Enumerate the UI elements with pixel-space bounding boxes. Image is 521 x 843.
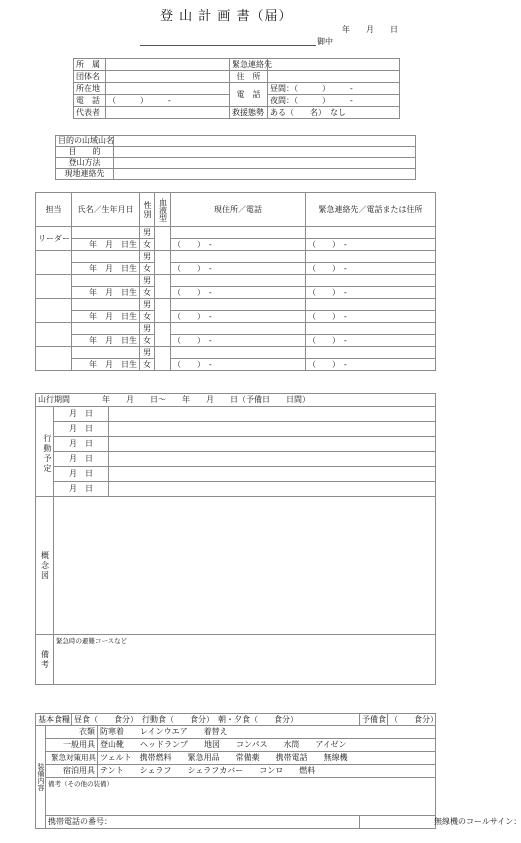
emergency-phone-field[interactable]: （ ） -	[306, 335, 436, 347]
emergency-field[interactable]	[306, 347, 436, 359]
dob-field[interactable]: 年 月 日生	[72, 359, 140, 371]
equip-row-label: 衣類	[46, 726, 98, 739]
role-cell[interactable]	[36, 275, 72, 299]
schedule-detail[interactable]	[109, 452, 436, 467]
emergency-phone-field[interactable]: （ ） -	[306, 311, 436, 323]
sex-male[interactable]: 男	[140, 275, 155, 287]
schedule-detail[interactable]	[109, 482, 436, 497]
schedule-day[interactable]: 月 日	[54, 452, 109, 467]
schedule-day[interactable]: 月 日	[54, 407, 109, 422]
food-label: 基本食糧	[36, 714, 72, 726]
dob-field[interactable]: 年 月 日生	[72, 239, 140, 251]
phone-number-field[interactable]	[46, 816, 360, 829]
phone-field[interactable]: （ ） -	[171, 287, 306, 299]
kinkyu-label: 緊急連絡先	[230, 59, 268, 71]
header-blood: 血液型	[155, 193, 171, 227]
other-equipment-area[interactable]	[46, 778, 436, 816]
sex-male[interactable]: 男	[140, 227, 155, 239]
shozaichi-field[interactable]	[106, 83, 230, 95]
mokuteki-label: 目 的	[56, 147, 114, 158]
blood-field[interactable]	[155, 323, 171, 347]
other-equipment-label: 備考（その他の装備）	[48, 780, 113, 788]
schedule-detail[interactable]	[109, 437, 436, 452]
food-line[interactable]: 昼食（ 食分） 行動食（ 食分） 朝・夕食（ 食分）	[72, 714, 360, 726]
reserve-field[interactable]: （ 食分）	[388, 714, 436, 726]
dantai-field[interactable]	[106, 71, 230, 83]
header-emergency: 緊急連絡先／電話または住所	[306, 193, 436, 227]
header-role: 担当	[36, 193, 72, 227]
mokuteki-field[interactable]	[114, 147, 416, 158]
contact-field[interactable]	[114, 169, 416, 180]
phone-field[interactable]: （ ） -	[171, 239, 306, 251]
schedule-detail[interactable]	[109, 467, 436, 482]
method-field[interactable]	[114, 158, 416, 169]
equip-row-items[interactable]: テント シェラフ シェラフカバー コンロ 燃料	[98, 765, 436, 778]
dob-field[interactable]: 年 月 日生	[72, 335, 140, 347]
shozoku-label: 所 属	[74, 59, 106, 71]
address-field[interactable]	[171, 347, 306, 359]
sex-female[interactable]: 女	[140, 335, 155, 347]
mountain-label: 目的の山域山名	[56, 136, 114, 147]
blood-field[interactable]	[155, 299, 171, 323]
header-sex: 性別	[140, 193, 155, 227]
name-field[interactable]	[72, 251, 140, 263]
emergency-phone-field[interactable]: （ ） -	[306, 287, 436, 299]
daihyo-label: 代表者	[74, 107, 106, 119]
denwa-field[interactable]: （ ） -	[106, 95, 230, 107]
blood-field[interactable]	[155, 347, 171, 371]
schedule-day[interactable]: 月 日	[54, 482, 109, 497]
phone-field[interactable]: （ ） -	[171, 263, 306, 275]
schedule-section-label: 行動予定	[36, 407, 54, 497]
kinkyu-field[interactable]	[268, 59, 400, 71]
equip-row-label: 一般用具	[46, 739, 98, 752]
emergency-field[interactable]	[306, 227, 436, 239]
purpose-table	[55, 135, 416, 180]
members-table	[35, 192, 436, 371]
equipment-table	[35, 713, 521, 829]
jusho-field[interactable]	[268, 71, 400, 83]
name-field[interactable]	[72, 227, 140, 239]
sex-male[interactable]: 男	[140, 299, 155, 311]
address-field[interactable]	[171, 251, 306, 263]
equip-row-label: 緊急対策用具	[46, 752, 98, 765]
shozaichi-label: 所在地	[74, 83, 106, 95]
sex-female[interactable]: 女	[140, 287, 155, 299]
shozoku-field[interactable]	[106, 59, 230, 71]
blood-field[interactable]	[155, 227, 171, 251]
address-field[interactable]	[171, 299, 306, 311]
dob-field[interactable]: 年 月 日生	[72, 311, 140, 323]
date-line: 年 月 日	[342, 25, 398, 34]
sex-female[interactable]: 女	[140, 359, 155, 371]
sex-female[interactable]: 女	[140, 263, 155, 275]
equipment-section-label: 装備内容	[36, 726, 46, 829]
dob-field[interactable]: 年 月 日生	[72, 263, 140, 275]
emergency-field[interactable]	[306, 323, 436, 335]
map-label: 概念図	[36, 497, 54, 635]
schedule-day[interactable]: 月 日	[54, 422, 109, 437]
address-field[interactable]	[171, 227, 306, 239]
jusho-label: 住 所	[230, 71, 268, 83]
sex-female[interactable]: 女	[140, 239, 155, 251]
sex-female[interactable]: 女	[140, 311, 155, 323]
phone-field[interactable]: （ ） -	[171, 311, 306, 323]
dantai-label: 団体名	[74, 71, 106, 83]
schedule-table	[35, 393, 436, 685]
emergency-phone-field[interactable]: （ ） -	[306, 239, 436, 251]
blood-field[interactable]	[155, 275, 171, 299]
header-name-dob: 氏名／生年月日	[72, 193, 140, 227]
sex-male[interactable]: 男	[140, 251, 155, 263]
name-field[interactable]	[72, 299, 140, 311]
addressee-line[interactable]	[140, 45, 316, 46]
map-area[interactable]	[54, 497, 436, 635]
phone-field[interactable]: （ ） -	[171, 359, 306, 371]
name-field[interactable]	[72, 323, 140, 335]
denwa2-label: 電 話	[230, 83, 268, 107]
role-cell[interactable]	[36, 251, 72, 275]
emergency-field[interactable]	[306, 275, 436, 287]
name-field[interactable]	[72, 275, 140, 287]
emergency-field[interactable]	[306, 299, 436, 311]
address-field[interactable]	[171, 275, 306, 287]
address-field[interactable]	[171, 323, 306, 335]
reserve-label: 予備食	[360, 714, 388, 726]
hiruma-field[interactable]: 昼間：（ ） -	[268, 83, 400, 95]
emergency-field[interactable]	[306, 251, 436, 263]
kyuen-label: 救援態勢	[230, 107, 268, 119]
equip-row-items[interactable]: 登山靴 ヘッドランプ 地図 コンパス 水筒 アイゼン	[98, 739, 436, 752]
equip-row-label: 宿泊用具	[46, 765, 98, 778]
period-line[interactable]: 山行期間 年 月 日〜 年 月 日（予備日 日間）	[36, 394, 436, 407]
daihyo-field[interactable]	[106, 107, 230, 119]
blood-field[interactable]	[155, 251, 171, 275]
kyuen-field[interactable]: ある（ 名） なし	[268, 107, 400, 119]
applicant-table	[73, 58, 400, 119]
contact-label: 現地連絡先	[56, 169, 114, 180]
emergency-phone-field[interactable]: （ ） -	[306, 263, 436, 275]
equip-row-items[interactable]: ツェルト 携帯燃料 緊急用品 常備薬 携帯電話 無線機	[98, 752, 436, 765]
header-address: 現住所／電話	[171, 193, 306, 227]
page-title: 登 山 計 画 書（届）	[160, 9, 293, 24]
schedule-detail[interactable]	[109, 422, 436, 437]
schedule-detail[interactable]	[109, 407, 436, 422]
addressee-label: 御中	[317, 37, 333, 46]
remarks-note: 緊急時の避難コースなど	[56, 637, 128, 645]
role-cell[interactable]	[36, 347, 72, 371]
callsign-label: 無線機のコールサイン：	[434, 817, 521, 826]
emergency-phone-field[interactable]: （ ） -	[306, 359, 436, 371]
phone-field[interactable]: （ ） -	[171, 335, 306, 347]
callsign-field[interactable]	[360, 816, 521, 829]
denwa-label: 電 話	[74, 95, 106, 107]
remarks-area[interactable]	[54, 635, 436, 685]
yakan-field[interactable]: 夜間：（ ） -	[268, 95, 400, 107]
schedule-day[interactable]: 月 日	[54, 437, 109, 452]
mountain-field[interactable]	[114, 136, 416, 147]
role-cell[interactable]	[36, 323, 72, 347]
name-field[interactable]	[72, 347, 140, 359]
method-label: 登山方法	[56, 158, 114, 169]
equip-row-items[interactable]: 防寒着 レインウエア 着替え	[98, 726, 436, 739]
role-cell[interactable]: リーダー	[36, 227, 72, 251]
schedule-day[interactable]: 月 日	[54, 467, 109, 482]
role-cell[interactable]	[36, 299, 72, 323]
sex-male[interactable]: 男	[140, 323, 155, 335]
dob-field[interactable]: 年 月 日生	[72, 287, 140, 299]
remarks-label: 備考	[36, 635, 54, 685]
phone-number-label: 携帯電話の番号：	[48, 817, 112, 826]
sex-male[interactable]: 男	[140, 347, 155, 359]
